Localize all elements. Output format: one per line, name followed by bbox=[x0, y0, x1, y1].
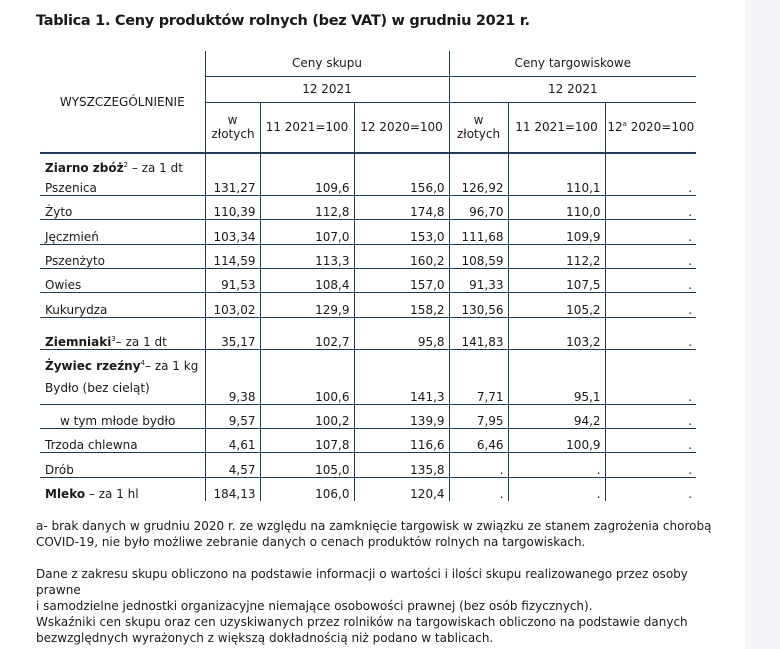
table-row: w tym młode bydło 9,57 100,2 139,9 7,95 94,2 . bbox=[40, 404, 696, 428]
right-margin-strip bbox=[745, 0, 780, 649]
group-header-purchase: Ceny skupu bbox=[205, 51, 449, 76]
table-row: Trzoda chlewna 4,61 107,8 116,6 6,46 100,9 . bbox=[40, 428, 696, 452]
section-heading-livestock: Żywiec rzeźny$^4$– za 1 kg bbox=[45, 359, 199, 373]
table-row: Pszenica 131,27 109,6 156,0 126,92 110,1 . bbox=[40, 175, 696, 195]
table-row: Owies 91,53 108,4 157,0 91,33 107,5 . bbox=[40, 268, 696, 292]
table-row: Kukurydza 103,02 129,9 158,2 130,56 105,2 . bbox=[40, 292, 696, 317]
table-row: Żyto 110,39 112,8 174,8 96,70 110,0 . bbox=[40, 195, 696, 219]
prices-table bbox=[40, 51, 696, 501]
col-header-idx-nov-purchase: 11 2021=100 bbox=[260, 102, 354, 152]
section-heading-grain: Ziarno zbóż$^2$ – za 1 dt bbox=[45, 161, 183, 175]
note-method-line-1: Dane z zakresu skupu obliczono na podstawie informacji o wartości i ilości skupu realizowanego przez osoby prawne bbox=[36, 567, 688, 597]
period-header-purchase: 12 2021 bbox=[205, 76, 449, 102]
col-header-idx-nov-market: 11 2021=100 bbox=[508, 102, 605, 152]
table-row: Drób 4,57 105,0 135,8 . . . bbox=[40, 452, 696, 477]
section-heading-potatoes: Ziemniaki$^3$– za 1 dt bbox=[40, 317, 205, 349]
note-a-line-2: COVID-19, nie było możliwe zebranie danych o cenach produktów rolnych na targowiskach. bbox=[36, 535, 586, 549]
note-method-line-2: i samodzielne jednostki organizacyjne niemające osobowości prawnej (bez osób fizycznych). bbox=[36, 599, 593, 613]
table-notes bbox=[36, 518, 736, 646]
table-row: Mleko – za 1 hl 184,13 106,0 120,4 . . . bbox=[40, 477, 696, 501]
note-a-line-1: a- brak danych w grudniu 2020 r. ze względu na zamknięcie targowisk w związku ze stanem zagrożenia chorobą bbox=[36, 519, 712, 533]
table-title: Tablica 1. Ceny produktów rolnych (bez VAT) w grudniu 2021 r. bbox=[36, 13, 530, 29]
row-label-header-text: WYSZCZEGÓLNIENIE bbox=[59, 94, 185, 109]
table-row: Bydło (bez cieląt) 9,38 100,6 141,3 7,71 95,1 . bbox=[40, 373, 696, 404]
table-row: Ziemniaki$^3$– za 1 dt 35,17 102,7 95,8 141,83 103,2 . bbox=[40, 317, 696, 349]
table-row: Pszenżyto 114,59 113,3 160,2 108,59 112,2 . bbox=[40, 244, 696, 268]
col-header-idx-dec-market: 12$^a$ 2020=100 bbox=[605, 102, 696, 152]
note-index-line-2: bezwzględnych wyrażonych z większą dokładnością niż podano w tablicach. bbox=[36, 631, 494, 645]
table-row: Jęczmień 103,34 107,0 153,0 111,68 109,9 . bbox=[40, 219, 696, 244]
row-label-header bbox=[40, 51, 205, 152]
col-header-pln-market: w złotych bbox=[449, 102, 508, 152]
period-header-market: 12 2021 bbox=[449, 76, 696, 102]
col-header-idx-dec-purchase: 12 2020=100 bbox=[354, 102, 449, 152]
col-header-pln-purchase: w złotych bbox=[205, 102, 260, 152]
group-header-market: Ceny targowiskowe bbox=[449, 51, 696, 76]
section-heading-milk: Mleko – za 1 hl bbox=[45, 487, 139, 501]
note-index-line-1: Wskaźniki cen skupu oraz cen uzyskiwanych przez rolników na targowiskach obliczono na podstawie danych bbox=[36, 615, 688, 629]
